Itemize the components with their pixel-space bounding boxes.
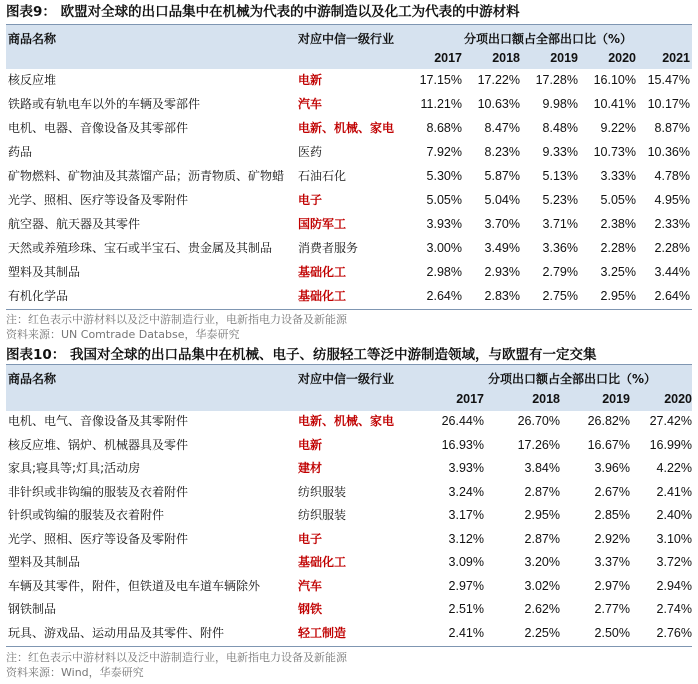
table1-body bbox=[6, 68, 692, 310]
commodity-name: 车辆及其零件，附件，但铁道及电车道车辆除外 bbox=[8, 578, 261, 593]
share-cell: 26.70% bbox=[517, 414, 560, 428]
share-cell: 3.36% bbox=[542, 241, 578, 255]
table1-year: 2018 bbox=[492, 51, 520, 65]
share-cell: 2.75% bbox=[542, 289, 578, 303]
share-cell: 17.26% bbox=[517, 437, 560, 452]
share-cell: 2.33% bbox=[654, 217, 690, 231]
table1-source: 资料来源：UN Comtrade Databse，华泰研究 bbox=[6, 328, 240, 341]
industry-cell: 纺织服装 bbox=[298, 484, 347, 499]
share-cell: 8.48% bbox=[542, 121, 578, 135]
share-cell: 9.98% bbox=[542, 97, 578, 111]
industry-cell: 石油石化 bbox=[298, 169, 347, 183]
share-cell: 2.97% bbox=[448, 578, 484, 593]
table-row bbox=[6, 528, 692, 552]
share-cell: 2.25% bbox=[524, 625, 560, 640]
industry-cell: 电新、机械、家电 bbox=[298, 121, 395, 135]
share-cell: 2.93% bbox=[484, 265, 520, 279]
table-row bbox=[6, 188, 692, 212]
share-cell: 10.73% bbox=[593, 145, 636, 159]
share-cell: 3.25% bbox=[600, 265, 636, 279]
industry-cell: 建材 bbox=[298, 461, 323, 475]
share-cell: 2.98% bbox=[426, 265, 462, 279]
share-cell: 4.95% bbox=[654, 193, 690, 207]
share-cell: 5.13% bbox=[542, 169, 578, 183]
industry-cell: 轻工制造 bbox=[298, 625, 347, 640]
commodity-name: 核反应堆 bbox=[8, 73, 57, 87]
share-cell: 2.41% bbox=[448, 625, 484, 640]
table-row bbox=[6, 481, 692, 505]
share-cell: 2.50% bbox=[594, 625, 630, 640]
share-cell: 26.44% bbox=[441, 414, 484, 428]
table-row bbox=[6, 260, 692, 284]
commodity-name: 家具;寝具等;灯具;活动房 bbox=[8, 461, 141, 475]
share-cell: 11.21% bbox=[420, 97, 462, 111]
table-row bbox=[6, 140, 692, 164]
industry-cell: 汽车 bbox=[298, 97, 323, 111]
share-cell: 5.30% bbox=[426, 169, 462, 183]
table1-year: 2019 bbox=[550, 51, 578, 65]
table2-footnotes bbox=[6, 650, 692, 680]
share-cell: 3.84% bbox=[524, 461, 560, 475]
share-cell: 5.05% bbox=[600, 193, 636, 207]
industry-cell: 国防军工 bbox=[298, 217, 347, 231]
share-cell: 2.38% bbox=[600, 217, 636, 231]
table2-title-text: 图表10： 我国对全球的出口品集中在机械、电子、纺服轻工等泛中游制造领域，与欧盟有一定交集 bbox=[6, 347, 597, 363]
share-cell: 3.24% bbox=[448, 484, 484, 499]
table-row bbox=[6, 164, 692, 188]
share-cell: 16.10% bbox=[593, 73, 636, 87]
commodity-name: 铁路或有轨电车以外的车辆及零部件 bbox=[8, 97, 201, 111]
share-cell: 8.23% bbox=[484, 145, 520, 159]
share-cell: 4.22% bbox=[656, 461, 692, 475]
table2-header-name: 商品名称 bbox=[8, 372, 57, 386]
table2-header-industry: 对应中信一级行业 bbox=[298, 372, 395, 386]
share-cell: 17.28% bbox=[535, 73, 578, 87]
share-cell: 2.40% bbox=[656, 508, 692, 522]
share-cell: 3.17% bbox=[448, 508, 484, 522]
share-cell: 16.99% bbox=[649, 437, 692, 452]
table1-year: 2020 bbox=[608, 51, 636, 65]
share-cell: 17.15% bbox=[419, 73, 462, 87]
table1-footnotes bbox=[6, 312, 692, 342]
share-cell: 5.87% bbox=[484, 169, 520, 183]
commodity-name: 光学、照相、医疗等设备及零附件 bbox=[8, 193, 189, 207]
share-cell: 3.33% bbox=[600, 169, 636, 183]
share-cell: 2.95% bbox=[524, 508, 560, 522]
table2-title bbox=[6, 345, 692, 365]
table1-header-share: 分项出口额占全部出口比（%） bbox=[464, 32, 633, 46]
share-cell: 2.74% bbox=[656, 602, 692, 616]
industry-cell: 基础化工 bbox=[298, 265, 347, 279]
table-row bbox=[6, 410, 692, 434]
commodity-name: 核反应堆、锅炉、机械器具及零件 bbox=[8, 437, 189, 452]
table1-header-name: 商品名称 bbox=[8, 32, 57, 46]
share-cell: 2.28% bbox=[600, 241, 636, 255]
industry-cell: 钢铁 bbox=[298, 602, 323, 616]
share-cell: 3.02% bbox=[524, 578, 560, 593]
share-cell: 3.72% bbox=[656, 555, 692, 569]
commodity-name: 针织或钩编的服装及衣着附件 bbox=[8, 508, 165, 522]
share-cell: 7.92% bbox=[426, 145, 462, 159]
share-cell: 8.68% bbox=[426, 121, 462, 135]
commodity-name: 有机化学品 bbox=[8, 289, 69, 303]
share-cell: 8.87% bbox=[654, 121, 690, 135]
industry-cell: 基础化工 bbox=[298, 555, 347, 569]
table-row bbox=[6, 92, 692, 116]
table-row bbox=[6, 622, 692, 646]
industry-cell: 电新、机械、家电 bbox=[298, 414, 395, 428]
share-cell: 3.37% bbox=[594, 555, 630, 569]
commodity-name: 光学、照相、医疗等设备及零附件 bbox=[8, 531, 189, 546]
table-row bbox=[6, 68, 692, 92]
commodity-name: 塑料及其制品 bbox=[8, 555, 81, 569]
commodity-name: 药品 bbox=[8, 145, 33, 159]
table-row bbox=[6, 434, 692, 458]
share-cell: 15.47% bbox=[647, 73, 690, 87]
share-cell: 3.93% bbox=[426, 217, 462, 231]
industry-cell: 消费者服务 bbox=[298, 241, 359, 255]
table-row bbox=[6, 116, 692, 140]
share-cell: 2.83% bbox=[484, 289, 520, 303]
share-cell: 3.10% bbox=[656, 531, 692, 546]
share-cell: 3.49% bbox=[484, 241, 520, 255]
share-cell: 27.42% bbox=[649, 414, 692, 428]
share-cell: 2.76% bbox=[656, 625, 692, 640]
commodity-name: 塑料及其制品 bbox=[8, 265, 81, 279]
share-cell: 2.51% bbox=[448, 602, 484, 616]
share-cell: 3.12% bbox=[448, 531, 484, 546]
share-cell: 8.47% bbox=[484, 121, 520, 135]
table1-note: 注：红色表示中游材料以及泛中游制造行业，电新指电力设备及新能源 bbox=[6, 313, 347, 326]
commodity-name: 非针织或非钩编的服装及衣着附件 bbox=[8, 484, 189, 499]
commodity-name: 玩具、游戏品、运动用品及其零件、附件 bbox=[8, 625, 225, 640]
commodity-name: 天然或养殖珍珠、宝石或半宝石、贵金属及其制品 bbox=[8, 241, 273, 255]
share-cell: 2.28% bbox=[654, 241, 690, 255]
share-cell: 10.41% bbox=[593, 97, 636, 111]
share-cell: 3.00% bbox=[426, 241, 462, 255]
table1-title bbox=[6, 2, 692, 22]
share-cell: 16.93% bbox=[441, 437, 484, 452]
table-row bbox=[6, 236, 692, 260]
share-cell: 2.87% bbox=[524, 531, 560, 546]
table-row bbox=[6, 551, 692, 575]
share-cell: 2.64% bbox=[654, 289, 690, 303]
share-cell: 3.70% bbox=[484, 217, 520, 231]
table2-year: 2019 bbox=[602, 392, 630, 406]
share-cell: 10.17% bbox=[647, 97, 690, 111]
share-cell: 16.67% bbox=[587, 437, 630, 452]
table1-year: 2017 bbox=[434, 51, 462, 65]
table2-body bbox=[6, 410, 692, 647]
table2-header bbox=[6, 364, 692, 411]
table2-year: 2020 bbox=[664, 392, 692, 406]
share-cell: 3.20% bbox=[524, 555, 560, 569]
table-row bbox=[6, 457, 692, 481]
table2-source: 资料来源：Wind，华泰研究 bbox=[6, 666, 144, 679]
share-cell: 3.96% bbox=[594, 461, 630, 475]
share-cell: 5.05% bbox=[426, 193, 462, 207]
share-cell: 10.36% bbox=[647, 145, 690, 159]
table1-title-text: 图表9： 欧盟对全球的出口品集中在机械为代表的中游制造以及化工为代表的中游材料 bbox=[6, 4, 520, 20]
share-cell: 2.67% bbox=[594, 484, 630, 499]
commodity-name: 矿物燃料、矿物油及其蒸馏产品；沥青物质、矿物蜡 bbox=[8, 169, 285, 183]
commodity-name: 电机、电器、音像设备及其零部件 bbox=[8, 121, 189, 135]
share-cell: 2.95% bbox=[600, 289, 636, 303]
share-cell: 9.33% bbox=[542, 145, 578, 159]
share-cell: 2.79% bbox=[542, 265, 578, 279]
share-cell: 3.71% bbox=[542, 217, 578, 231]
industry-cell: 电新 bbox=[298, 73, 323, 87]
share-cell: 2.94% bbox=[656, 578, 692, 593]
share-cell: 3.93% bbox=[448, 461, 484, 475]
share-cell: 3.44% bbox=[654, 265, 690, 279]
commodity-name: 航空器、航天器及其零件 bbox=[8, 217, 141, 231]
industry-cell: 基础化工 bbox=[298, 289, 347, 303]
table2-year: 2018 bbox=[532, 392, 560, 406]
commodity-name: 电机、电气、音像设备及其零附件 bbox=[8, 414, 189, 428]
share-cell: 26.82% bbox=[587, 414, 630, 428]
share-cell: 2.85% bbox=[594, 508, 630, 522]
share-cell: 9.22% bbox=[600, 121, 636, 135]
table2-header-share: 分项出口额占全部出口比（%） bbox=[488, 372, 657, 386]
share-cell: 10.63% bbox=[477, 97, 520, 111]
industry-cell: 医药 bbox=[298, 145, 323, 159]
commodity-name: 钢铁制品 bbox=[8, 602, 57, 616]
share-cell: 2.64% bbox=[426, 289, 462, 303]
table1-year: 2021 bbox=[662, 51, 690, 65]
share-cell: 2.87% bbox=[524, 484, 560, 499]
industry-cell: 纺织服装 bbox=[298, 508, 347, 522]
industry-cell: 电子 bbox=[298, 531, 323, 546]
share-cell: 17.22% bbox=[477, 73, 520, 87]
table1-header bbox=[6, 24, 692, 69]
share-cell: 2.62% bbox=[524, 602, 560, 616]
table2-note: 注：红色表示中游材料以及泛中游制造行业，电新指电力设备及新能源 bbox=[6, 651, 347, 664]
table-row bbox=[6, 212, 692, 236]
share-cell: 5.04% bbox=[484, 193, 520, 207]
share-cell: 4.78% bbox=[654, 169, 690, 183]
share-cell: 2.92% bbox=[594, 531, 630, 546]
share-cell: 5.23% bbox=[542, 193, 578, 207]
industry-cell: 电子 bbox=[298, 193, 323, 207]
table-row bbox=[6, 575, 692, 599]
industry-cell: 电新 bbox=[298, 437, 323, 452]
share-cell: 2.77% bbox=[594, 602, 630, 616]
table-row bbox=[6, 598, 692, 622]
table2-year: 2017 bbox=[456, 392, 484, 406]
share-cell: 2.41% bbox=[656, 484, 692, 499]
industry-cell: 汽车 bbox=[298, 578, 323, 593]
table-row bbox=[6, 504, 692, 528]
share-cell: 3.09% bbox=[448, 555, 484, 569]
table-row bbox=[6, 284, 692, 308]
table1-header-industry: 对应中信一级行业 bbox=[298, 32, 395, 46]
share-cell: 2.97% bbox=[594, 578, 630, 593]
